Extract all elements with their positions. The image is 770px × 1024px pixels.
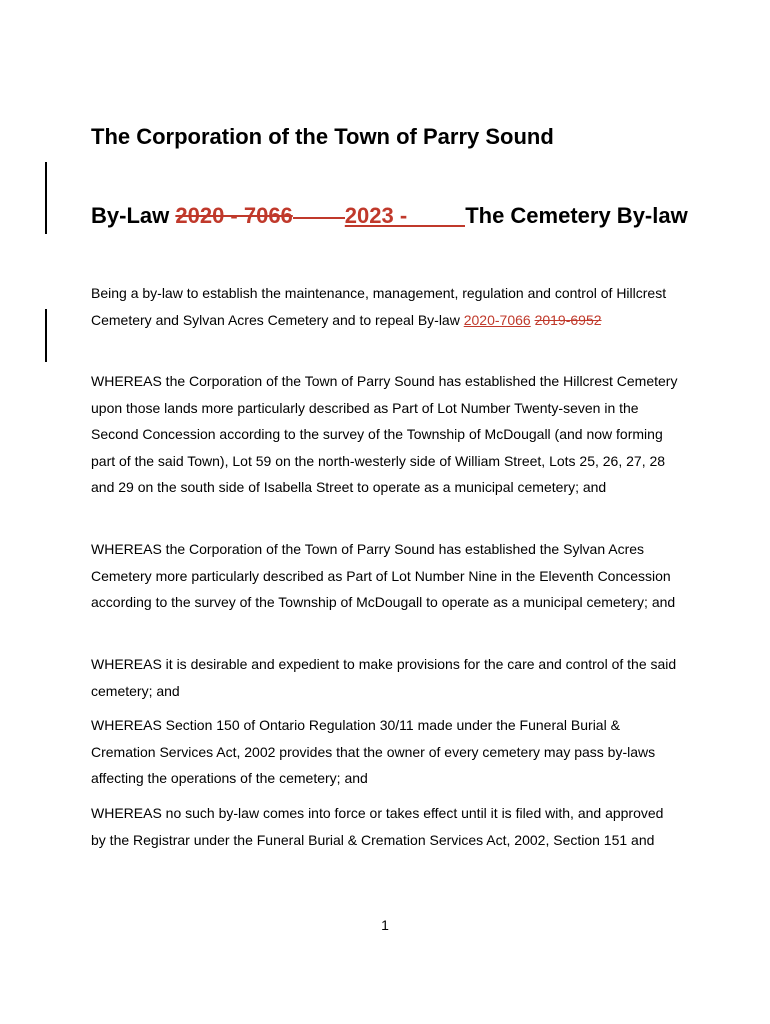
description-paragraph [91,280,681,333]
whereas-paragraph: WHEREAS no such by-law comes into force or takes effect until it is filed with, and approved by the Registrar under the Funeral Burial & Cremation Services Act, 2002, Section 151 and [91,805,664,848]
change-bar [45,162,47,234]
whereas-paragraph: WHEREAS it is desirable and expedient to make provisions for the care and control of the said cemetery; and [91,656,677,699]
bylaw-title: The Cemetery By-law [465,203,688,228]
inserted-blank [407,203,465,227]
whereas-paragraph: WHEREAS the Corporation of the Town of Parry Sound has established the Sylvan Acres Cemetery more particularly described as Part of Lot Number Nine in the Eleventh Concession according to the survey of the Township of McDougall to operate as a municipal cemetery; and [91,541,676,610]
document-title: The Corporation of the Town of Parry Sound [91,124,554,149]
description-text: Being a by-law to establish the maintenance, management, regulation and control of Hillcrest Cemetery and Sylvan Acres Cemetery and to repeal By-law [91,285,667,328]
page-number: 1 [381,917,389,933]
bylaw-prefix: By-Law [91,203,176,228]
inserted-bylaw-number: 2023 - [344,203,408,228]
whereas-paragraph: WHEREAS the Corporation of the Town of Parry Sound has established the Hillcrest Cemetery upon those lands more particularly described as Part of Lot Number Twenty-seven in the Second Concession according to the survey of the Township of McDougall (and now forming part of the said Town), Lot 59 on the north-westerly side of William Street, Lots 25, 26, 27, 28 and 29 on the south side of Isabella Street to operate as a municipal cemetery; and [91,373,678,495]
deleted-bylaw-number: 2020 - 7066 [175,203,293,228]
deleted-repeal-number: 2019-6952 [534,311,602,328]
deleted-blank [293,205,345,227]
inserted-repeal-number: 2020-7066 [463,311,531,328]
whereas-paragraph: WHEREAS Section 150 of Ontario Regulation 30/11 made under the Funeral Burial & Cremation Services Act, 2002 provides that the owner of every cemetery may pass by-laws affecting the operations of the cemetery; and [91,717,656,786]
bylaw-heading [91,198,691,234]
change-bar [45,309,47,362]
